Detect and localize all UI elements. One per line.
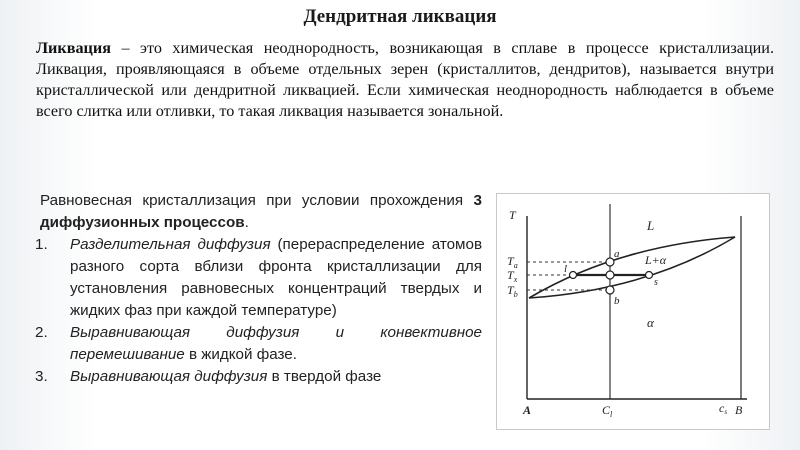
- lead-bold: 3 диффузионных процессов: [40, 192, 482, 231]
- phase-diagram: [497, 194, 769, 429]
- diffusion-list-block: [35, 190, 483, 388]
- intro-paragraph: [36, 38, 774, 122]
- intro-term: Ликвация: [36, 39, 111, 57]
- label-tx-main: T: [507, 268, 514, 282]
- list-number: 2.: [35, 324, 48, 341]
- axis-label-cs: [719, 401, 727, 416]
- point-label-s: s: [654, 277, 658, 288]
- label-tx-sub: x: [513, 275, 518, 284]
- list-item-italic: Выравнивающая диффузия: [70, 368, 268, 385]
- list-number: 1.: [35, 236, 48, 253]
- list-item: [35, 366, 482, 388]
- list-item-text: (перераспределение атомов разного сорта вблизи фронта кристаллизации для установления равновесных концентраций твердых и жидких фаз при каждой температуре): [70, 236, 483, 319]
- point-x: [606, 271, 614, 279]
- solidus-curve: [529, 237, 735, 298]
- point-l: [570, 272, 577, 279]
- point-s: [646, 272, 653, 279]
- list-item: [35, 234, 483, 322]
- axis-label-cs-main: с: [719, 401, 725, 415]
- intro-text: – это химическая неоднородность, возникающая в сплаве в процессе кристаллизации. Ликвация, проявляющаяся в объеме отдельных зерен (кристаллитов, дендритов), называется внутри кристаллической или дендритной ликвацией. Если химическая неоднородность наблюдается в объеме всего слитка или отливки, то такая ликвация называется зональной.: [36, 39, 774, 120]
- phase-diagram-figure: [496, 193, 770, 430]
- point-label-l: l: [564, 263, 568, 275]
- list-item: [35, 322, 482, 366]
- point-label-b: b: [614, 295, 620, 307]
- lead-end: .: [244, 214, 249, 231]
- list-item-text: в жидкой фазе.: [184, 346, 297, 363]
- axis-label-cs-sub: s: [724, 408, 728, 416]
- label-ta-main: T: [507, 254, 514, 268]
- axis-label-b: B: [735, 403, 743, 417]
- label-tb: [507, 283, 518, 299]
- label-tb-sub: b: [513, 290, 518, 299]
- region-label-mix: L+α: [645, 253, 667, 267]
- axis-label-t: T: [509, 208, 516, 222]
- list-item-text: в твердой фазе: [267, 368, 382, 385]
- list-item-italic: Разделительная диффузия: [70, 236, 271, 253]
- axis-label-cl: [602, 403, 613, 419]
- label-ta-sub: a: [513, 261, 518, 270]
- region-label-l: L: [647, 218, 655, 233]
- label-tx: [507, 268, 518, 284]
- point-a: [606, 258, 614, 266]
- liquidus-curve: [529, 237, 735, 298]
- axis-label-cl-main: C: [602, 403, 611, 417]
- label-tb-main: T: [507, 283, 514, 297]
- list-item-italic: Выравнивающая диффузия и конвективное перемешивание: [70, 324, 482, 363]
- lead-paragraph: [40, 190, 482, 234]
- axis-label-a: A: [523, 403, 532, 417]
- axis-label-cl-sub: l: [610, 410, 613, 419]
- steps-list: [35, 234, 483, 388]
- list-number: 3.: [35, 368, 48, 385]
- point-b: [606, 286, 614, 294]
- lead-text: Равновесная кристаллизация при условии прохождения: [40, 192, 474, 209]
- point-label-a: a: [614, 248, 620, 260]
- region-label-alpha: α: [647, 315, 654, 330]
- slide-title: Дендритная ликвация: [303, 6, 497, 27]
